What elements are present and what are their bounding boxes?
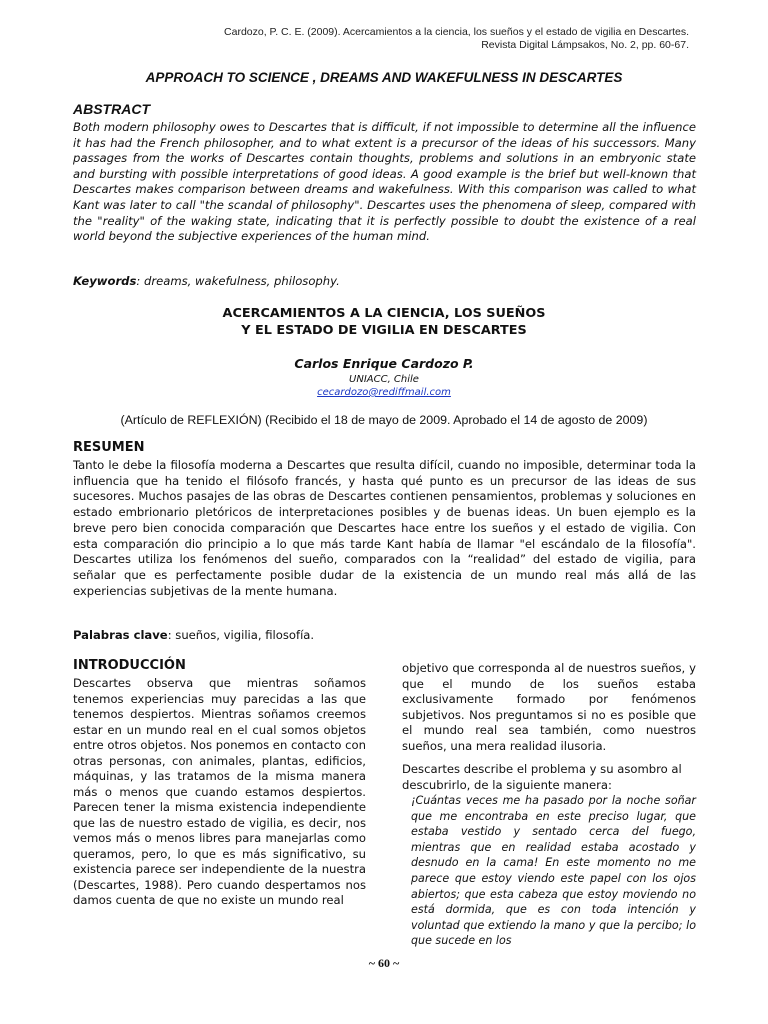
keywords [73,274,696,288]
abstract-heading: ABSTRACT [73,101,150,117]
palabras-clave-label: Palabras clave [73,628,168,642]
palabras-clave [73,628,314,642]
english-title: APPROACH TO SCIENCE , DREAMS AND WAKEFULNESS IN DESCARTES [145,70,623,85]
spanish-title-line-2: Y EL ESTADO DE VIGILIA EN DESCARTES [241,323,527,338]
intro-right-paragraph-2: Descartes describe el problema y su asombro al descubrirlo, de la siguiente manera: [402,762,682,792]
intro-left-column: Descartes observa que mientras soñamos tenemos experiencias muy parecidas a las que tenemos despiertos. Mientras soñamos creemos estar en un mundo real en el cual somos objetos entre otros objetos. Nos ponemos en contacto con otras personas, con animales, plantas, edificios, máquinas, y las tratamos de la misma manera más o menos que cuando estamos despiertos. Parecen tener la misma existencia independiente que las de nuestro estado de vigilia, es decir, nos vemos más o menos libres para manejarlas como queramos, pero, lo que es más significativo, su existencia parece ser independiente de la nuestra (Descartes, 1988). Pero cuando despertamos nos damos cuenta de que no existe un mundo real [73,676,366,907]
running-header [224,26,689,52]
author-email-link[interactable]: cecardozo@rediffmail.com [317,387,451,398]
keywords-text: : dreams, wakefulness, philosophy. [136,274,340,288]
resumen-heading: RESUMEN [73,440,145,455]
abstract-text: Both modern philosophy owes to Descartes that is difficult, if not impossible to determine all the influence it has had the French philosopher, and to what extent is a precursor of the ideas of his successors. Many passages from the works of Descartes contain thoughts, problems and solutions in an embryonic state and bursting with possible interpretations of good ideas. A good example is the brief but well-known that Descartes makes comparison between dreams and wakefulness. With this comparison was called to what Kant was later to call "the scandal of philosophy". Descartes uses the phenomena of sleep, compared with the "reality" of the waking state, indicating that it is perfectly possible to doubt the existence of a real world beyond the subjective experiences of the human mind. [73,120,696,244]
palabras-clave-text: : sueños, vigilia, filosofía. [167,628,315,642]
keywords-label: Keywords [73,274,137,288]
spanish-title-line-1: ACERCAMIENTOS A LA CIENCIA, LOS SUEÑOS [222,306,546,321]
introduccion-heading: INTRODUCCIÓN [73,658,186,673]
author-name: Carlos Enrique Cardozo P. [294,356,474,371]
resumen-text: Tanto le debe la filosofía moderna a Descartes que resulta difícil, cuando no imposible, determinar toda la influencia que ha tenido el filósofo francés, y hasta qué punto es un precursor de las ideas de sus sucesores. Muchos pasajes de las obras de Descartes contienen pensamientos, problemas y soluciones en estado embrionario pletóricos de interpretaciones posibles y de buenas ideas. Un buen ejemplo es la breve pero bien conocida comparación que Descartes hace entre los sueños y el estado de vigilia. Con esta comparación dio principio a lo que más tarde Kant había de llamar "el escándalo de la filosofía". Descartes utiliza los fenómenos del sueño, comparados con la “realidad” del estado de vigilia, para señalar que es perfectamente posible dudar de la existencia de un mundo real más allá de las experiencias subjetivas de la mente humana. [73,458,696,598]
affiliation: UNIACC, Chile [349,374,419,385]
intro-right-column [402,661,696,949]
received-note: (Artículo de REFLEXIÓN) (Recibido el 18 de mayo de 2009. Aprobado el 14 de agosto de 2009) [120,413,648,427]
author-affiliation-block [0,373,768,399]
citation-line-1: Cardozo, P. C. E. (2009). Acercamientos a la ciencia, los sueños y el estado de vigilia en Descartes. [224,26,689,38]
page-number: ~ 60 ~ [368,956,400,970]
descartes-quote: ¡Cuántas veces me ha pasado por la noche soñar que me encontraba en este preciso lugar, que estaba vestido y sentado cerca del fuego, mientras que en realidad estaba acostado y desnudo en la cama! En este momento no me parece que estoy viendo este papel con los ojos abiertos; que esta cabeza que estoy moviendo no está dormida, que es con toda intención y voluntad que extiendo la mano y que la percibo; lo que sucede en los [411,794,696,948]
spanish-title [0,305,768,339]
citation-line-2: Revista Digital Lámpsakos, No. 2, pp. 60-67. [481,39,689,51]
intro-right-paragraph-1: objetivo que corresponda al de nuestros sueños, y que el mundo de los sueños estaba exclusivamente formado por fenómenos subjetivos. Nos preguntamos si no es posible que el mundo real sea también, como nuestros sueños, una mera realidad ilusoria. [402,661,696,753]
